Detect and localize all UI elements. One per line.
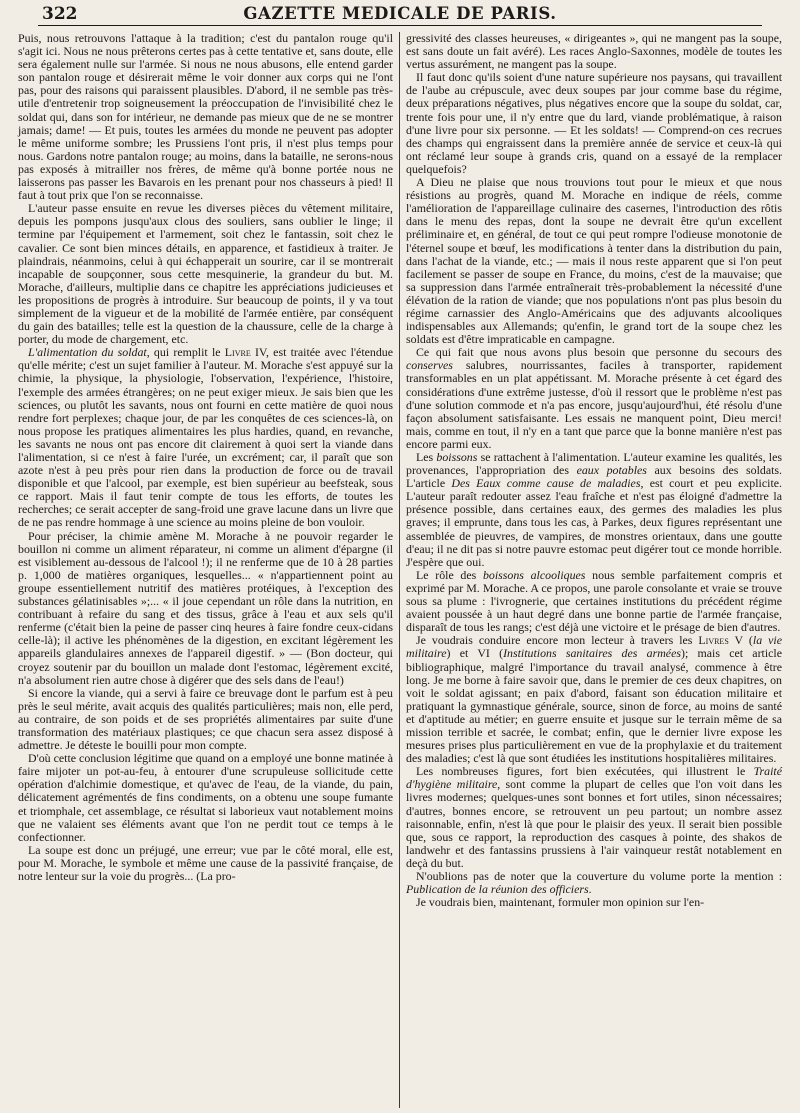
italic-text: Des Eaux comme cause de maladies xyxy=(451,476,641,491)
right-column xyxy=(400,32,788,1108)
paragraph: Puis, nous retrouvons l'attaque à la tradition; c'est du pantalon rouge qu'il s'agit ici. Nous ne nous prêterons certes pas à cette tentative et, sans doute, elle sera également nulle sur l'armée. Si nous ne nous abusons, elle entend garder son pantalon rouge et désirerait même le voir donner aux corps qui ne l'ont pas, pour des raisons qui paraissent plausibles. D'abord, il ne semble pas très-utile d'entretenir trop soigneusement la préoccupation de l'invisibilité chez le soldat qui, dans son for intérieur, ne demande pas mieux que de ne se montrer jamais; dame! — Et puis, toutes les armées du monde ne peuvent pas adopter le même uniforme sombre; les Prussiens l'ont pris, il n'est plus temps pour nous. Gardons notre pantalon rouge; au moins, dans la bataille, ne serons-nous pas exposés à mitrailler nos frères, de même qu'à bonne portée nous ne laisserons pas passer les Bavarois en les prenant pour nos chasseurs à pied! Il faut à tout prix que l'on se reconnaisse. xyxy=(18,32,393,203)
paragraph xyxy=(406,870,782,896)
italic-text: conserves xyxy=(406,358,453,373)
paragraph xyxy=(406,634,782,765)
text-span: ); mais cet article bibliographique, malgré l'importance du travail analysé, commence à être long. Je me borne à faire savoir que, dans le premier de ces deux chapitres, on voit le soldat agissant; en paix d'abord, faisant son éducation militaire et pratiquant la gymnastique générale, source, sinon de force, au moins de santé et d'aptitude au métier; en guerre ensuite et jusque sur le terrain même de sa mission terrible et sacrée, le combat; enfin, que le dernier livre expose les mesures prises plus particulièrement en vue de la prophylaxie et du traitement des maladies; c'est là que sont étudiées les institutions hospitalières militaires. xyxy=(406,646,782,766)
paragraph xyxy=(406,569,782,634)
page-header xyxy=(8,0,792,26)
text-span: aux besoins des soldats. L'article xyxy=(406,463,782,491)
text-span: se rattachent à l'alimentation. L'auteur examine les qualités, les provenances, l'appropriation des xyxy=(406,450,782,478)
page-number: 322 xyxy=(42,4,78,24)
text-span: , est court et peu explicite. L'auteur paraît redouter assez l'eau fraîche et n'est pas éloigné d'admettre la présence possible, dans certaines eaux, des germes des maladies les plus graves; il emprunte, dans tous les cas, à Parkes, deux figures représentant une assemblée de pieuvres, de vampires, de monstres orientaux, dans une goutte d'eau; il ne dit pas si notre pauvre estomac peut digérer tout ce monde horrible. J'espère que oui. xyxy=(406,476,782,569)
paragraph: Je voudrais bien, maintenant, formuler mon opinion sur l'en- xyxy=(416,895,705,910)
page-title: GAZETTE MEDICALE DE PARIS. xyxy=(243,4,557,23)
text-span: salubres, nourrissantes, faciles à transporter, rapidement transformables en un plat appétissant. M. Morache présente à cet égard des considérations d'une extrême justesse, d'où il ressort que le problème n'est pas d'une solution commode et n'a pas encore, jusqu'aujourd'hui, été résolu d'une façon absolument satisfaisante. Les essais ne manquent point, Dieu merci! mais, comme en tout, il n'y en a tant que parce que la bonne manière n'est pas encore parmi eux. xyxy=(406,358,782,451)
paragraph: D'où cette conclusion légitime que quand on a employé une bonne matinée à faire mijoter un pot-au-feu, à entourer d'une scrupuleuse sollicitude cette opération d'alchimie domestique, et qu'avec de l'eau, de la viande, du pain, délicatement agrémentés de fins condiments, on a obtenu une soupe fumante et triomphale, cet assemblage, ce résultat si laborieux vaut notablement moins que ne valaient ses éléments avant que l'on ne perdit tout ce temps à le confectionner. xyxy=(18,751,393,844)
text-span: Les nombreuses figures, fort bien exécutées, qui illustrent le xyxy=(416,764,754,779)
text-span: . xyxy=(588,882,592,897)
paragraph xyxy=(406,451,782,569)
italic-text: Traité d'hygiène militaire xyxy=(406,764,782,792)
paragraph: Si encore la viande, qui a servi à faire ce breuvage dont le parfum est à peu près le seul mérite, avait acquis des qualités particulières; mais non, elle perd, au contraire, de son poids et de ses propriétés alimentaires par suite d'une transformation des matériaux plastiques; ce que chacun sera assez disposé à admettre. Je déteste le bouilli pour mon compte. xyxy=(18,685,393,753)
text-span: IV, est traitée avec l'étendue qu'elle mérite; c'est un sujet familier à l'auteur. M. Morache s'est appuyé sur la chimie, la physique, la physiologie, l'observation, l'expérience, l'histoire, l'exemple des armées étrangères; on ne peut exiger mieux. Je sais bien que les sciences, ou plutôt les savants, nous ont fourni en cette matière de quoi nous rendre fort perplexes; chaque jour, de par les conquêtes de ces sciences-là, on nous propose les pratiques alimentaires les plus hardies, quand, en revanche, les savants ne nous ont pas encore dit clairement à quoi sert la viande dans l'alimentation, si ce n'est à faire l'urée, un excrément; car, il paraît que son azote n'est à peu près pour rien dans la production de force ou de travail disponible et que l'alcool, par exemple, est bien supérieur au beefsteak, sous ce rapport. Mais il faut tenir compte de tous les efforts, de toutes les recherches; ce serait accepter de sang-froid une grave lacune dans un livre que de ne pas rendre hommage à une science au moins pleine de bon vouloir. xyxy=(18,345,394,530)
italic-text: Institutions sanitaires des armées xyxy=(503,646,681,661)
text-span: V ( xyxy=(728,633,753,648)
italic-text: Publication de la réunion des officiers xyxy=(406,882,589,897)
paragraph: Il faut donc qu'ils soient d'une nature supérieure nos paysans, qui travaillent de l'aube au crépuscule, avec deux soupes par jour comme base du régime, deux préparations négatives, plus négatives encore que la soupe du soldat, car, trente fois pour une, il n'y entre que du lard, viande problématique, à raison d'une livre pour six personne. — Et les soldats! — Comprend-on ces recrues des champs qui engraissent dans la première année de service et ceux-là qui ont réclamé leur soupe à grands cris, quand on a essayé de la remplacer quelquefois? xyxy=(406,70,782,176)
paragraph: A Dieu ne plaise que nous trouvions tout pour le mieux et que nous résistions au progrès, quand M. Morache en indique de réels, comme l'amélioration de l'appareillage culinaire des casernes, l'introduction des rôtis dans le menu des repas, dont la soupe ne devrait être qu'un excellent préliminaire et, en général, de tout ce qui peut rompre l'odieuse monotonie de l'éternel soupe et bœuf, les modifications à tenter dans la distribution du pain, dans l'achat de la viande, etc.; — mais il nous reste apparent que si l'on peut facilement se passer de soupe en France, du moins, c'est de la mauvaise; que sa suppression dans l'armée entraînerait très-probablement la nécessité d'une élévation de la ration de viande; que nos populations n'ont pas plus besoin du régime carnassier des Anglo-Américains que des adjuvants alcooliques indispensables aux Allemands; qu'enfin, le grand tort de la soupe chez les soldats est d'être impraticable en campagne. xyxy=(406,175,782,347)
italic-text: eaux potables xyxy=(576,463,647,478)
text-span: Ce qui fait que nous avons plus besoin que personne du secours des xyxy=(416,345,782,360)
paragraph xyxy=(406,346,782,451)
text-span: N'oublions pas de noter que la couverture du volume porte la mention : xyxy=(416,869,782,883)
left-column xyxy=(12,32,400,1108)
italic-text: L'alimentation du soldat xyxy=(28,345,147,360)
paragraph: gressivité des classes heureuses, « dirigeantes », qui ne mangent pas la soupe, est sans doute un fait avéré). Les races Anglo-Saxonnes, modèle de toutes les vertus assurément, ne mangent pas la soupe. xyxy=(406,32,782,72)
italic-text: boissons xyxy=(436,450,478,464)
italic-text: la vie militaire xyxy=(406,633,782,661)
paragraph xyxy=(406,765,782,870)
paragraph xyxy=(18,346,393,529)
small-caps-text: Livres xyxy=(698,633,729,648)
text-span: , sont comme la plupart de celles que l'on voit dans les livres modernes; quelques-unes sont bonnes et fort utiles, sinon nécessaires; d'autres, bonnes encore, se retrouvent un peu partout; un nombre assez raisonnable, enfin, n'est là que pour le plaisir des yeux. Il serait bien possible que, sous ce rapport, la reproduction des casques à pointe, des shakos de landwehr et des fantassins prussiens à l'air vainqueur restât notablement en deçà du but. xyxy=(406,777,782,870)
paragraph: Pour préciser, la chimie amène M. Morache à ne pouvoir regarder le bouillon ni comme un aliment réparateur, ni comme un aliment d'épargne (il est visiblement au-dessous de l'alcool !); il ne renferme que de 10 à 28 parties p. 1,000 de matières organiques, lesquelles... « n'appartiennent point au groupe essentiellement nutritif des matières protéiques, à l'exception des substances gélatinisables »;... « il joue cependant un rôle dans la nutrition, en contribuant à refaire du sang et des tissus, grâce à l'eau et aux sels qu'il renferme (c'était bien la peine de passer cinq heures à faire fondre ceux-cidans celle-là); il active les phénomènes de la digestion, en excitant légèrement les appareils glandulaires annexes de l'appareil digestif. » — (Bon docteur, qui croyez soutenir par du bouillon un malade dont l'estomac, légèrement excité, n'a absolument rien autre chose à digérer que des sels dans de l'eau!) xyxy=(18,528,393,687)
article-columns xyxy=(12,32,788,1108)
text-span: Les xyxy=(416,450,437,464)
text-span: nous semble parfaitement compris et exprimé par M. Morache. A ce propos, une parole consolante et vraie se trouve sous sa plume : l'ivrognerie, que certaines institutions du précédent régime avaient poussée à un haut degré dans une bonne partie de l'armée française, disparaît de tous les rangs; c'est déjà une victoire et le présage de bien d'autres. xyxy=(406,567,782,635)
small-caps-text: Livre xyxy=(224,345,251,360)
text-span: Le rôle des xyxy=(416,567,483,582)
paragraph: L'auteur passe ensuite en revue les diverses pièces du vêtement militaire, depuis les pompons jusqu'aux clous des souliers, sans oublier le linge; il termine par l'équipement et l'armement, soit chez le fantassin, soit chez le cavalier. Ce sont bien minces détails, en apparence, et fastidieux à traiter. Je plaindrais, néanmoins, celui à qui échapperait un sourire, car il se montrerait incapable de soupçonner, sous cette mesquinerie, la grandeur du but. M. Morache, d'ailleurs, multiplie dans ce chapitre les appréciations judicieuses et les propositions de progrès à introduire. Sur beaucoup de points, il y va tout simplement de la vigueur et de la mobilité de l'armée entière, par conséquent du gain des batailles; telle est la question de la chaussure, celle de la charge à porter, du mode de chargement, etc. xyxy=(18,201,393,347)
paragraph: La soupe est donc un préjugé, une erreur; vue par le côté moral, elle est, pour M. Morache, le symbole et même une cause de la passivité française, de notre lenteur sur la voie du progrès... (La pro- xyxy=(18,842,393,883)
text-span: ) et VI ( xyxy=(446,646,504,661)
header-rule xyxy=(38,25,762,26)
text-span: Je voudrais conduire encore mon lecteur à travers les xyxy=(416,633,699,648)
italic-text: boissons alcooliques xyxy=(482,567,586,582)
text-span: , qui remplit le xyxy=(146,345,225,360)
